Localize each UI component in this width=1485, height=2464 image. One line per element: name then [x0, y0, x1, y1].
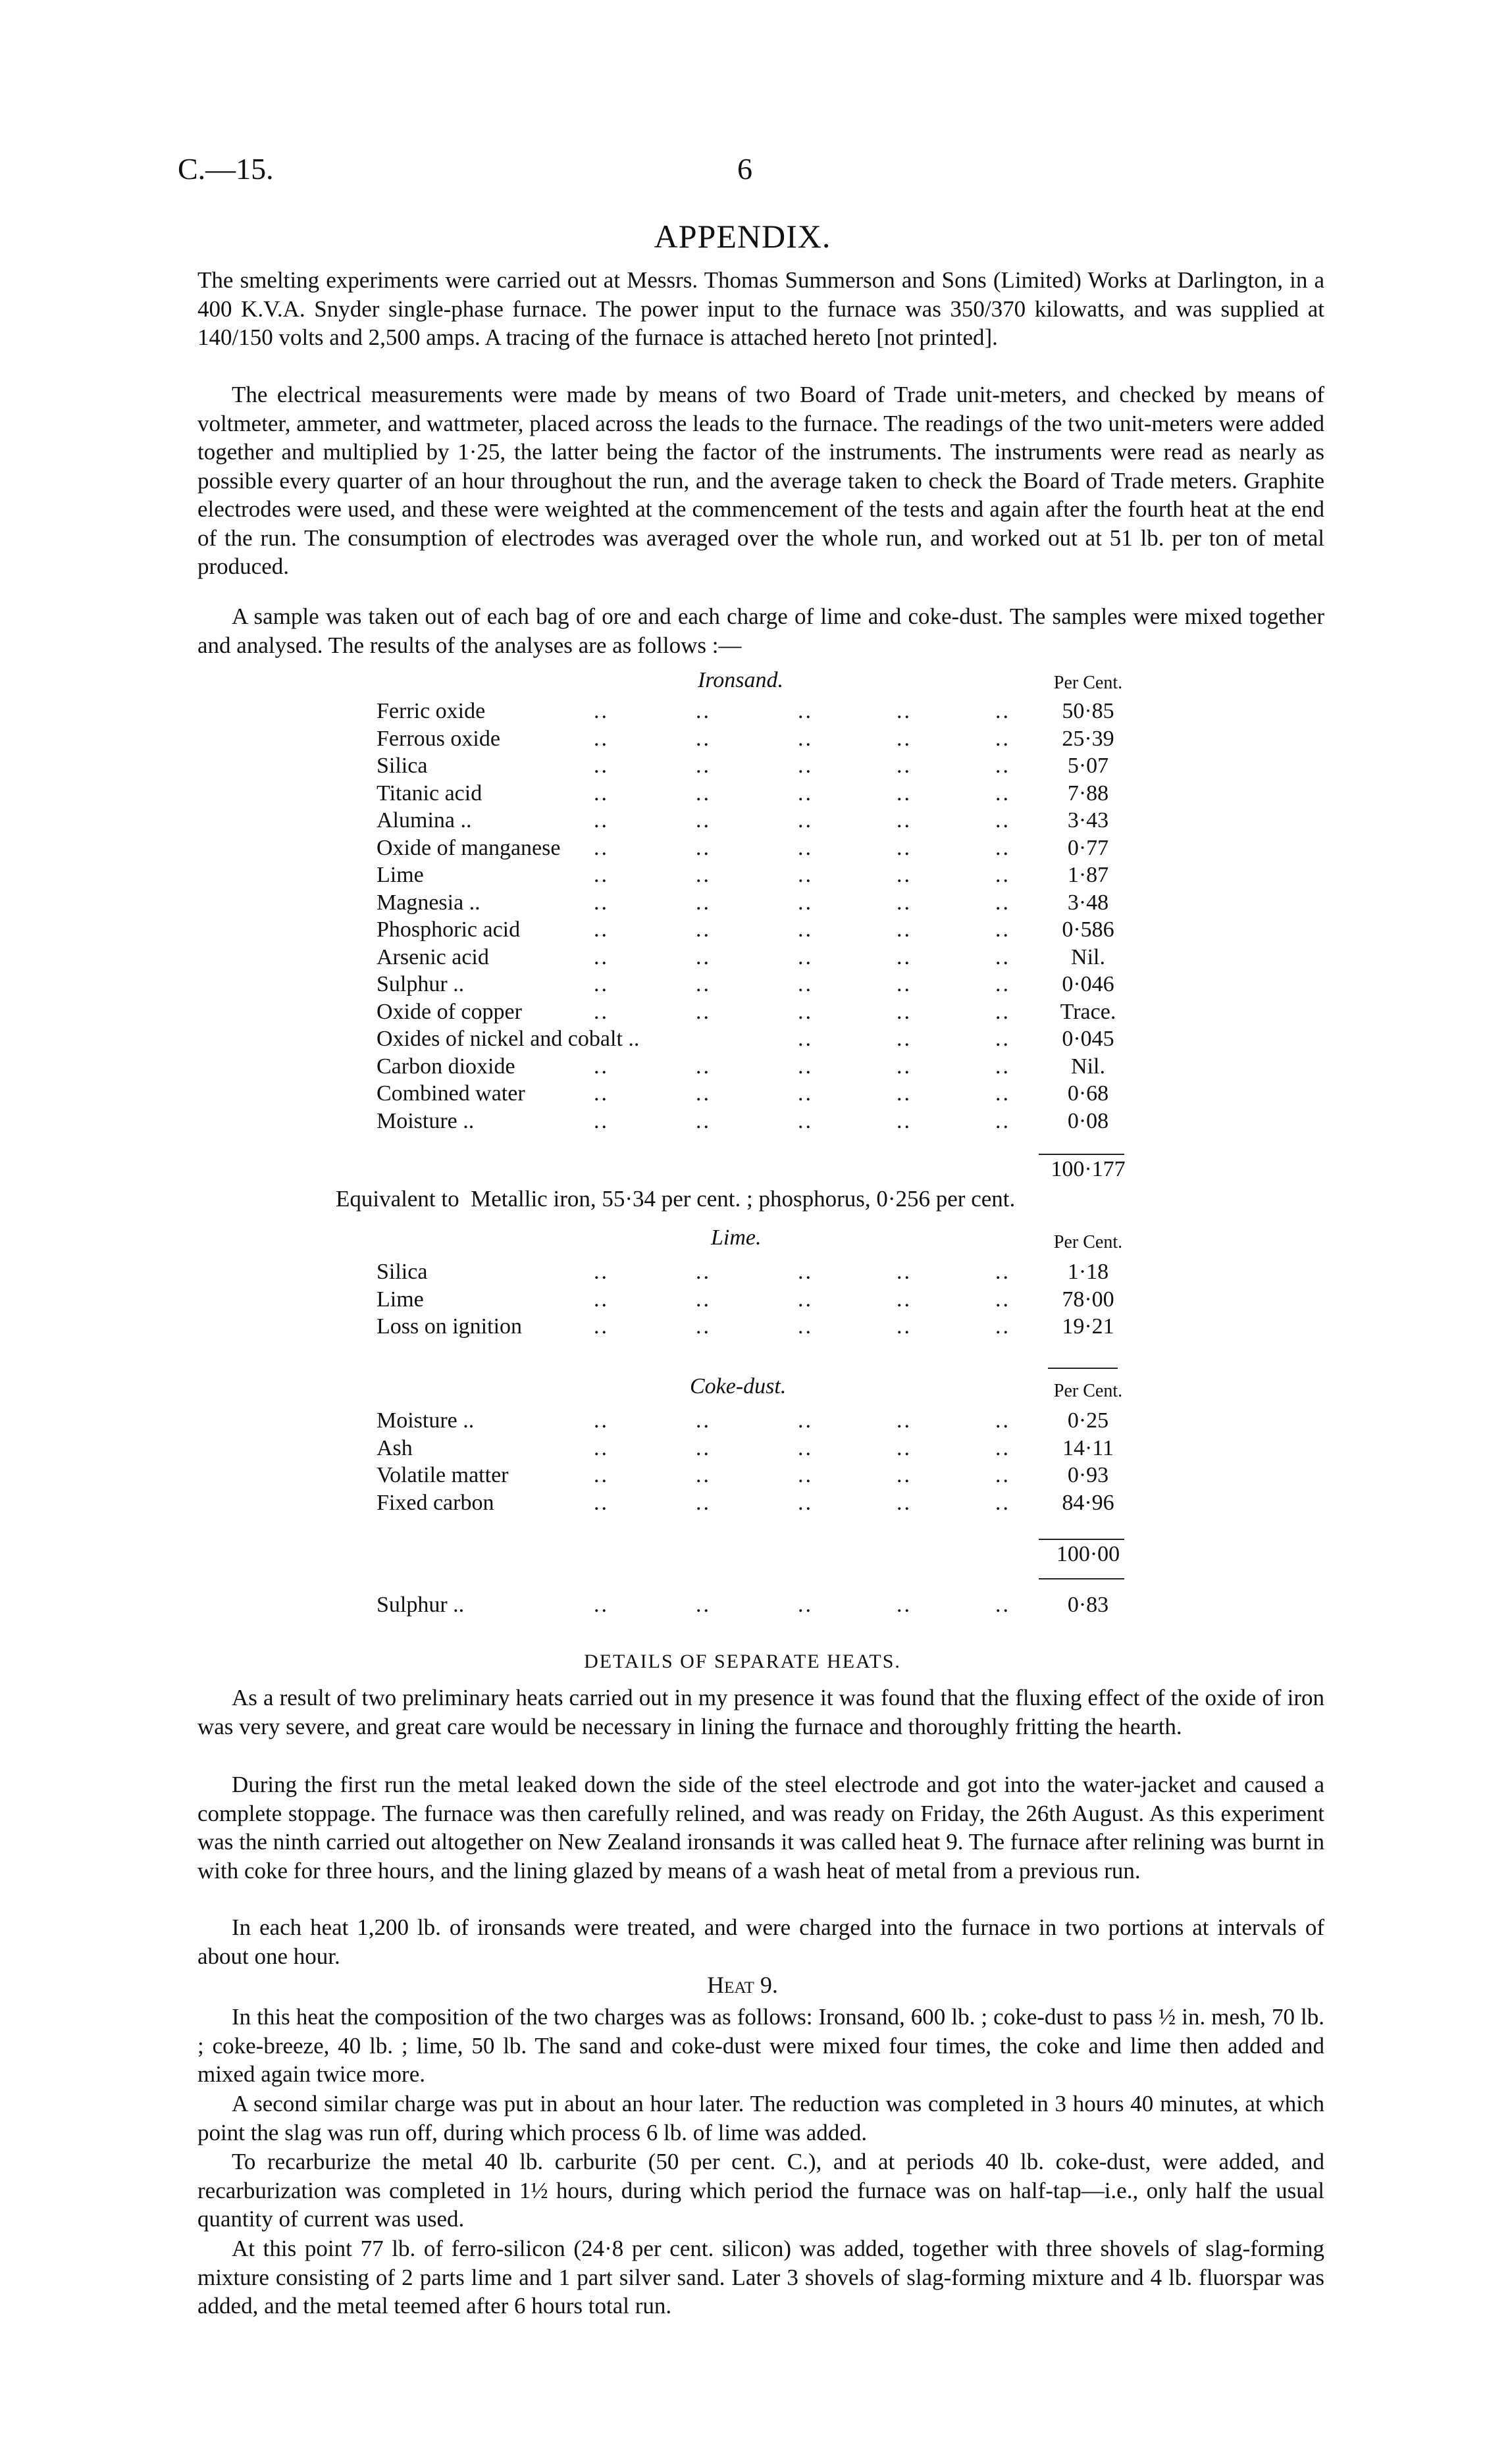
lime-row-label: Lime [377, 1287, 424, 1312]
heat-paragraph-2: A second similar charge was put in about an hour later. The reduction was completed in 3 hours 40 minutes, at which point the slag was run off, during which process 6 lb. of lime was added. [197, 2091, 1324, 2145]
coke-sulphur-row-value: 0·83 [1067, 1593, 1109, 1617]
coke-sulphur-row-label: Sulphur .. [377, 1593, 465, 1617]
ironsand-row: Combined water .. .. .. .. .. 0·68 [377, 1080, 1140, 1108]
heat-paragraph-4: At this point 77 lb. of ferro-silicon (24·8 per cent. silicon) was added, together with three shovels of slag-forming mixture consisting of 2 parts lime and 1 part silver sand. Later 3 shovels of slag-forming mixture and 4 lb. fluorspar was added, and the metal teemed after 6 hours total run. [197, 2236, 1324, 2319]
lime-caption: Lime. [711, 1225, 762, 1250]
lime-row: Loss on ignition .. .. .. .. .. 19·21 [377, 1313, 1140, 1341]
ironsand-unit-header: Per Cent. [1053, 673, 1123, 693]
ironsand-total: 100·177 [1051, 1157, 1126, 1181]
ironsand-row-label: Ferric oxide [377, 699, 486, 723]
ironsand-row: Moisture .. .. .. .. .. .. 0·08 [377, 1108, 1140, 1135]
ironsand-row: Arsenic acid .. .. .. .. .. Nil. [377, 944, 1140, 971]
lime-row-value: 1·18 [1067, 1260, 1109, 1284]
ironsand-row-value: Trace. [1060, 999, 1116, 1024]
coke-sulphur-row: Sulphur .. .. .. .. .. .. 0·83 [377, 1591, 1140, 1619]
ironsand-row-label: Moisture .. [377, 1108, 475, 1133]
coke-row-value: 0·93 [1067, 1463, 1109, 1487]
coke-row: Moisture .. .. .. .. .. .. 0·25 [377, 1407, 1140, 1435]
heat-9-heading: Heat 9. [707, 1972, 778, 1998]
coke-row: Ash .. .. .. .. .. 14·11 [377, 1435, 1140, 1462]
ironsand-row-label: Oxides of nickel and cobalt .. [377, 1027, 640, 1051]
coke-row-value: 14·11 [1062, 1435, 1114, 1460]
coke-total-underline [1039, 1578, 1124, 1579]
ironsand-row: Ferric oxide .. .. .. .. .. 50·85 [377, 698, 1140, 725]
ironsand-row-value: 3·48 [1067, 890, 1109, 915]
ironsand-row-value: Nil. [1071, 1054, 1105, 1079]
ironsand-row-value: 50·85 [1062, 699, 1114, 723]
ironsand-row-value: 0·045 [1062, 1027, 1114, 1051]
ironsand-row-label: Lime [377, 863, 424, 887]
ironsand-row-value: 25·39 [1062, 726, 1114, 751]
details-paragraph-1: As a result of two preliminary heats carried out in my presence it was found that the fluxing effect of the oxide of iron was very severe, and great care would be necessary in lining the furnace and thoroughly fritting the hearth. [197, 1685, 1324, 1739]
lime-row: Lime .. .. .. .. .. 78·00 [377, 1286, 1140, 1314]
lime-row-value: 19·21 [1062, 1314, 1114, 1339]
ironsand-total-rule [1039, 1154, 1124, 1155]
ironsand-row: Sulphur .. .. .. .. .. .. 0·046 [377, 971, 1140, 998]
lime-unit-header: Per Cent. [1053, 1232, 1123, 1252]
coke-unit-header: Per Cent. [1053, 1381, 1123, 1401]
lime-row-value: 78·00 [1062, 1287, 1114, 1312]
ironsand-row-label: Alumina .. [377, 808, 472, 833]
ironsand-row-value: Nil. [1071, 944, 1105, 969]
ironsand-row-label: Carbon dioxide [377, 1054, 515, 1079]
lime-row-label: Silica [377, 1260, 428, 1284]
coke-total: 100·00 [1056, 1542, 1120, 1566]
ironsand-row: Lime .. .. .. .. .. 1·87 [377, 861, 1140, 889]
ironsand-row-value: 5·07 [1067, 754, 1109, 778]
ironsand-row: Phosphoric acid .. .. .. .. .. 0·586 [377, 916, 1140, 944]
ironsand-row: Ferrous oxide .. .. .. .. .. 25·39 [377, 725, 1140, 753]
ironsand-row-label: Arsenic acid [377, 944, 489, 969]
document-reference: C.—15. [178, 152, 274, 186]
ironsand-row-label: Phosphoric acid [377, 917, 521, 942]
intro-paragraph-2: The electrical measurements were made by means of two Board of Trade unit-meters, and checked by means of voltmeter, ammeter, and wattmeter, placed across the leads to the furnace. The readings of the two unit-meters were added together and multiplied by 1·25, the latter being the factor of the instruments. The instruments were read as nearly as possible every quarter of an hour throughout the run, and the average taken to check the Board of Trade meters. Graphite electrodes were used, and these were weighted at the commencement of the tests and again after the fourth heat at the end of the run. The consumption of electrodes was averaged over the whole run, and worked out at 51 lb. per ton of metal produced. [197, 382, 1324, 579]
ironsand-row-value: 0·586 [1062, 917, 1114, 942]
ironsand-row-label: Sulphur .. [377, 972, 465, 996]
heat-paragraph-3: To recarburize the metal 40 lb. carburite (50 per cent. C.), and at periods 40 lb. coke-dust, were added, and recarburization was completed in 1½ hours, during which period the furnace was on half-tap—i.e., only half the usual quantity of current was used. [197, 2149, 1324, 2232]
details-paragraph-3: In each heat 1,200 lb. of ironsands were treated, and were charged into the furnace in two portions at intervals of about one hour. [197, 1914, 1324, 1969]
ironsand-equivalent: Equivalent to Metallic iron, 55·34 per cent. ; phosphorus, 0·256 per cent. [336, 1186, 1016, 1212]
coke-row-value: 0·25 [1067, 1408, 1109, 1433]
ironsand-row: Oxides of nickel and cobalt .. .. .. .. 0·045 [377, 1025, 1140, 1053]
coke-caption: Coke-dust. [690, 1374, 787, 1399]
ironsand-row: Oxide of copper .. .. .. .. .. Trace. [377, 998, 1140, 1026]
coke-row-label: Ash [377, 1435, 413, 1460]
ironsand-row-label: Silica [377, 754, 428, 778]
details-heading: DETAILS OF SEPARATE HEATS. [584, 1651, 901, 1672]
lime-row-label: Loss on ignition [377, 1314, 523, 1339]
ironsand-row-label: Titanic acid [377, 781, 482, 806]
ironsand-row-value: 7·88 [1067, 781, 1109, 806]
coke-row-label: Volatile matter [377, 1463, 509, 1487]
coke-total-rule [1039, 1539, 1124, 1540]
ironsand-row-value: 3·43 [1067, 808, 1109, 833]
ironsand-row-value: 0·08 [1067, 1108, 1109, 1133]
ironsand-row: Magnesia .. .. .. .. .. .. 3·48 [377, 889, 1140, 917]
ironsand-row: Silica .. .. .. .. .. 5·07 [377, 752, 1140, 780]
ironsand-row: Titanic acid .. .. .. .. .. 7·88 [377, 780, 1140, 808]
lime-rule [1048, 1368, 1118, 1369]
lime-row: Silica .. .. .. .. .. 1·18 [377, 1258, 1140, 1286]
appendix-title: APPENDIX. [654, 218, 831, 255]
ironsand-caption: Ironsand. [698, 668, 784, 692]
coke-row-label: Moisture .. [377, 1408, 475, 1433]
ironsand-row-value: 0·77 [1067, 835, 1109, 860]
ironsand-row-label: Oxide of copper [377, 999, 522, 1024]
ironsand-row: Carbon dioxide .. .. .. .. .. Nil. [377, 1053, 1140, 1081]
intro-paragraph-3: A sample was taken out of each bag of ore and each charge of lime and coke-dust. The samples were mixed together and analysed. The results of the analyses are as follows :— [197, 603, 1324, 658]
coke-row: Volatile matter .. .. .. .. .. 0·93 [377, 1462, 1140, 1489]
heat-paragraph-1: In this heat the composition of the two charges was as follows: Ironsand, 600 lb. ; coke-dust to pass ½ in. mesh, 70 lb. ; coke-breeze, 40 lb. ; lime, 50 lb. The sand and coke-dust were mixed four times, the coke and lime then added and mixed again twice more. [197, 2004, 1324, 2087]
coke-row-value: 84·96 [1062, 1490, 1114, 1515]
ironsand-row-value: 0·046 [1062, 972, 1114, 996]
ironsand-row-label: Oxide of manganese [377, 835, 561, 860]
page-number: 6 [737, 152, 752, 186]
ironsand-row-label: Combined water [377, 1081, 525, 1106]
coke-row-label: Fixed carbon [377, 1490, 494, 1515]
details-paragraph-2: During the first run the metal leaked down the side of the steel electrode and got into the water-jacket and caused a complete stoppage. The furnace was then carefully relined, and was ready on Friday, the 26th August. As this experiment was the ninth carried out altogether on New Zealand ironsands it was called heat 9. The furnace after relining was burnt in with coke for three hours, and the lining glazed by means of a wash heat of metal from a previous run. [197, 1772, 1324, 1884]
ironsand-row-value: 0·68 [1067, 1081, 1109, 1106]
ironsand-row-value: 1·87 [1067, 863, 1109, 887]
ironsand-row: Alumina .. .. .. .. .. .. 3·43 [377, 807, 1140, 834]
coke-row: Fixed carbon .. .. .. .. .. 84·96 [377, 1489, 1140, 1517]
ironsand-row-label: Ferrous oxide [377, 726, 500, 751]
ironsand-row: Oxide of manganese .. .. .. .. .. 0·77 [377, 834, 1140, 862]
intro-paragraph-1: The smelting experiments were carried out at Messrs. Thomas Summerson and Sons (Limited) Works at Darlington, in a 400 K.V.A. Snyder single-phase furnace. The power input to the furnace was 350/370 kilowatts, and was supplied at 140/150 volts and 2,500 amps. A tracing of the furnace is attached hereto [not printed]. [197, 267, 1324, 350]
ironsand-row-label: Magnesia .. [377, 890, 481, 915]
